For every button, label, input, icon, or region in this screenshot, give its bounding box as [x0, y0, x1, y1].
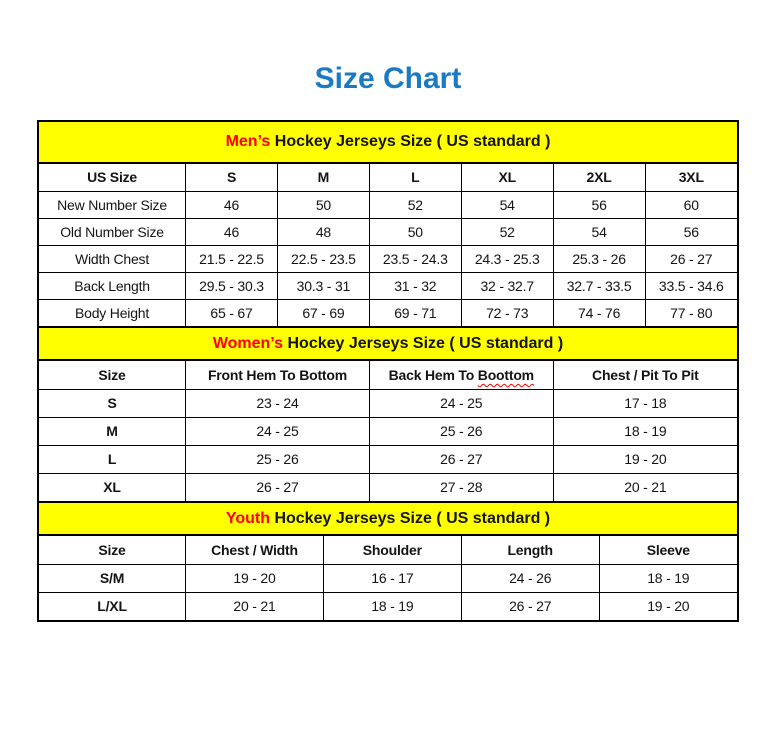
table-cell: 56	[553, 191, 645, 218]
mens-size-table	[39, 164, 737, 326]
table-cell: 25 - 26	[369, 417, 553, 445]
table-cell: 46	[186, 191, 278, 218]
page-title: Size Chart	[314, 62, 462, 95]
table-row	[39, 592, 737, 620]
table-cell: 26 - 27	[461, 592, 599, 620]
size-chart	[37, 120, 739, 622]
column-header: Size	[39, 536, 186, 564]
table-cell: 18 - 19	[553, 417, 737, 445]
table-row	[39, 361, 737, 389]
row-label: L/XL	[39, 592, 186, 620]
table-row	[39, 245, 737, 272]
table-cell: 52	[369, 191, 461, 218]
row-label: M	[39, 417, 186, 445]
row-label: New Number Size	[39, 191, 186, 218]
mens-header-rest: Hockey Jerseys Size ( US standard )	[270, 133, 551, 150]
table-cell: 72 - 73	[461, 299, 553, 326]
column-header: S	[186, 164, 278, 191]
column-header: Chest / Width	[186, 536, 324, 564]
table-cell: 23.5 - 24.3	[369, 245, 461, 272]
table-cell: 29.5 - 30.3	[186, 272, 278, 299]
table-row	[39, 389, 737, 417]
table-row	[39, 299, 737, 326]
table-cell: 18 - 19	[323, 592, 461, 620]
table-cell: 56	[645, 218, 737, 245]
womens-size-table	[39, 361, 737, 501]
table-row	[39, 564, 737, 592]
womens-header-rest: Hockey Jerseys Size ( US standard )	[283, 335, 564, 352]
column-header: 2XL	[553, 164, 645, 191]
table-cell: 50	[277, 191, 369, 218]
row-label: Old Number Size	[39, 218, 186, 245]
table-cell: 31 - 32	[369, 272, 461, 299]
table-cell: 27 - 28	[369, 473, 553, 501]
youth-size-table	[39, 536, 737, 620]
table-cell: 26 - 27	[369, 445, 553, 473]
table-row	[39, 218, 737, 245]
column-header: Sleeve	[599, 536, 737, 564]
table-cell: 19 - 20	[599, 592, 737, 620]
column-header: US Size	[39, 164, 186, 191]
row-label: XL	[39, 473, 186, 501]
table-cell: 17 - 18	[553, 389, 737, 417]
table-cell: 32.7 - 33.5	[553, 272, 645, 299]
column-header: Length	[461, 536, 599, 564]
table-cell: 46	[186, 218, 278, 245]
column-header: Front Hem To Bottom	[186, 361, 370, 389]
column-header: Shoulder	[323, 536, 461, 564]
row-label: Back Length	[39, 272, 186, 299]
table-row	[39, 164, 737, 191]
table-cell: 20 - 21	[553, 473, 737, 501]
table-cell: 33.5 - 34.6	[645, 272, 737, 299]
table-cell: 22.5 - 23.5	[277, 245, 369, 272]
table-cell: 32 - 32.7	[461, 272, 553, 299]
back-hem-label-prefix: Back Hem To	[388, 366, 478, 383]
table-cell: 26 - 27	[186, 473, 370, 501]
table-row	[39, 445, 737, 473]
table-cell: 54	[553, 218, 645, 245]
table-cell: 25.3 - 26	[553, 245, 645, 272]
table-cell: 23 - 24	[186, 389, 370, 417]
table-row	[39, 272, 737, 299]
youth-header-rest: Hockey Jerseys Size ( US standard )	[270, 510, 551, 527]
table-row	[39, 473, 737, 501]
table-cell: 21.5 - 22.5	[186, 245, 278, 272]
table-cell: 25 - 26	[186, 445, 370, 473]
table-cell: 24.3 - 25.3	[461, 245, 553, 272]
row-label: S	[39, 389, 186, 417]
youth-section-header	[39, 501, 737, 536]
table-cell: 18 - 19	[599, 564, 737, 592]
table-cell: 69 - 71	[369, 299, 461, 326]
row-label: Width Chest	[39, 245, 186, 272]
womens-highlight-text: Women’s	[212, 335, 284, 352]
table-cell: 52	[461, 218, 553, 245]
column-header: 3XL	[645, 164, 737, 191]
table-cell: 19 - 20	[186, 564, 324, 592]
table-cell: 77 - 80	[645, 299, 737, 326]
table-cell: 30.3 - 31	[277, 272, 369, 299]
column-header	[369, 361, 553, 389]
column-header: L	[369, 164, 461, 191]
womens-section-header	[39, 326, 737, 361]
table-cell: 65 - 67	[186, 299, 278, 326]
column-header: XL	[461, 164, 553, 191]
back-hem-typo-word: Boottom	[477, 366, 534, 383]
column-header: Size	[39, 361, 186, 389]
table-cell: 19 - 20	[553, 445, 737, 473]
table-row	[39, 191, 737, 218]
column-header: Chest / Pit To Pit	[553, 361, 737, 389]
row-label: L	[39, 445, 186, 473]
table-row	[39, 417, 737, 445]
table-row	[39, 536, 737, 564]
table-cell: 48	[277, 218, 369, 245]
youth-highlight-text: Youth	[225, 510, 270, 527]
column-header: M	[277, 164, 369, 191]
row-label: Body Height	[39, 299, 186, 326]
table-cell: 74 - 76	[553, 299, 645, 326]
table-cell: 50	[369, 218, 461, 245]
table-cell: 67 - 69	[277, 299, 369, 326]
table-cell: 60	[645, 191, 737, 218]
mens-section-header	[39, 122, 737, 164]
table-cell: 24 - 25	[186, 417, 370, 445]
table-cell: 54	[461, 191, 553, 218]
mens-highlight-text: Men’s	[225, 133, 271, 150]
table-cell: 24 - 26	[461, 564, 599, 592]
table-cell: 26 - 27	[645, 245, 737, 272]
table-cell: 16 - 17	[323, 564, 461, 592]
row-label: S/M	[39, 564, 186, 592]
table-cell: 20 - 21	[186, 592, 324, 620]
table-cell: 24 - 25	[369, 389, 553, 417]
